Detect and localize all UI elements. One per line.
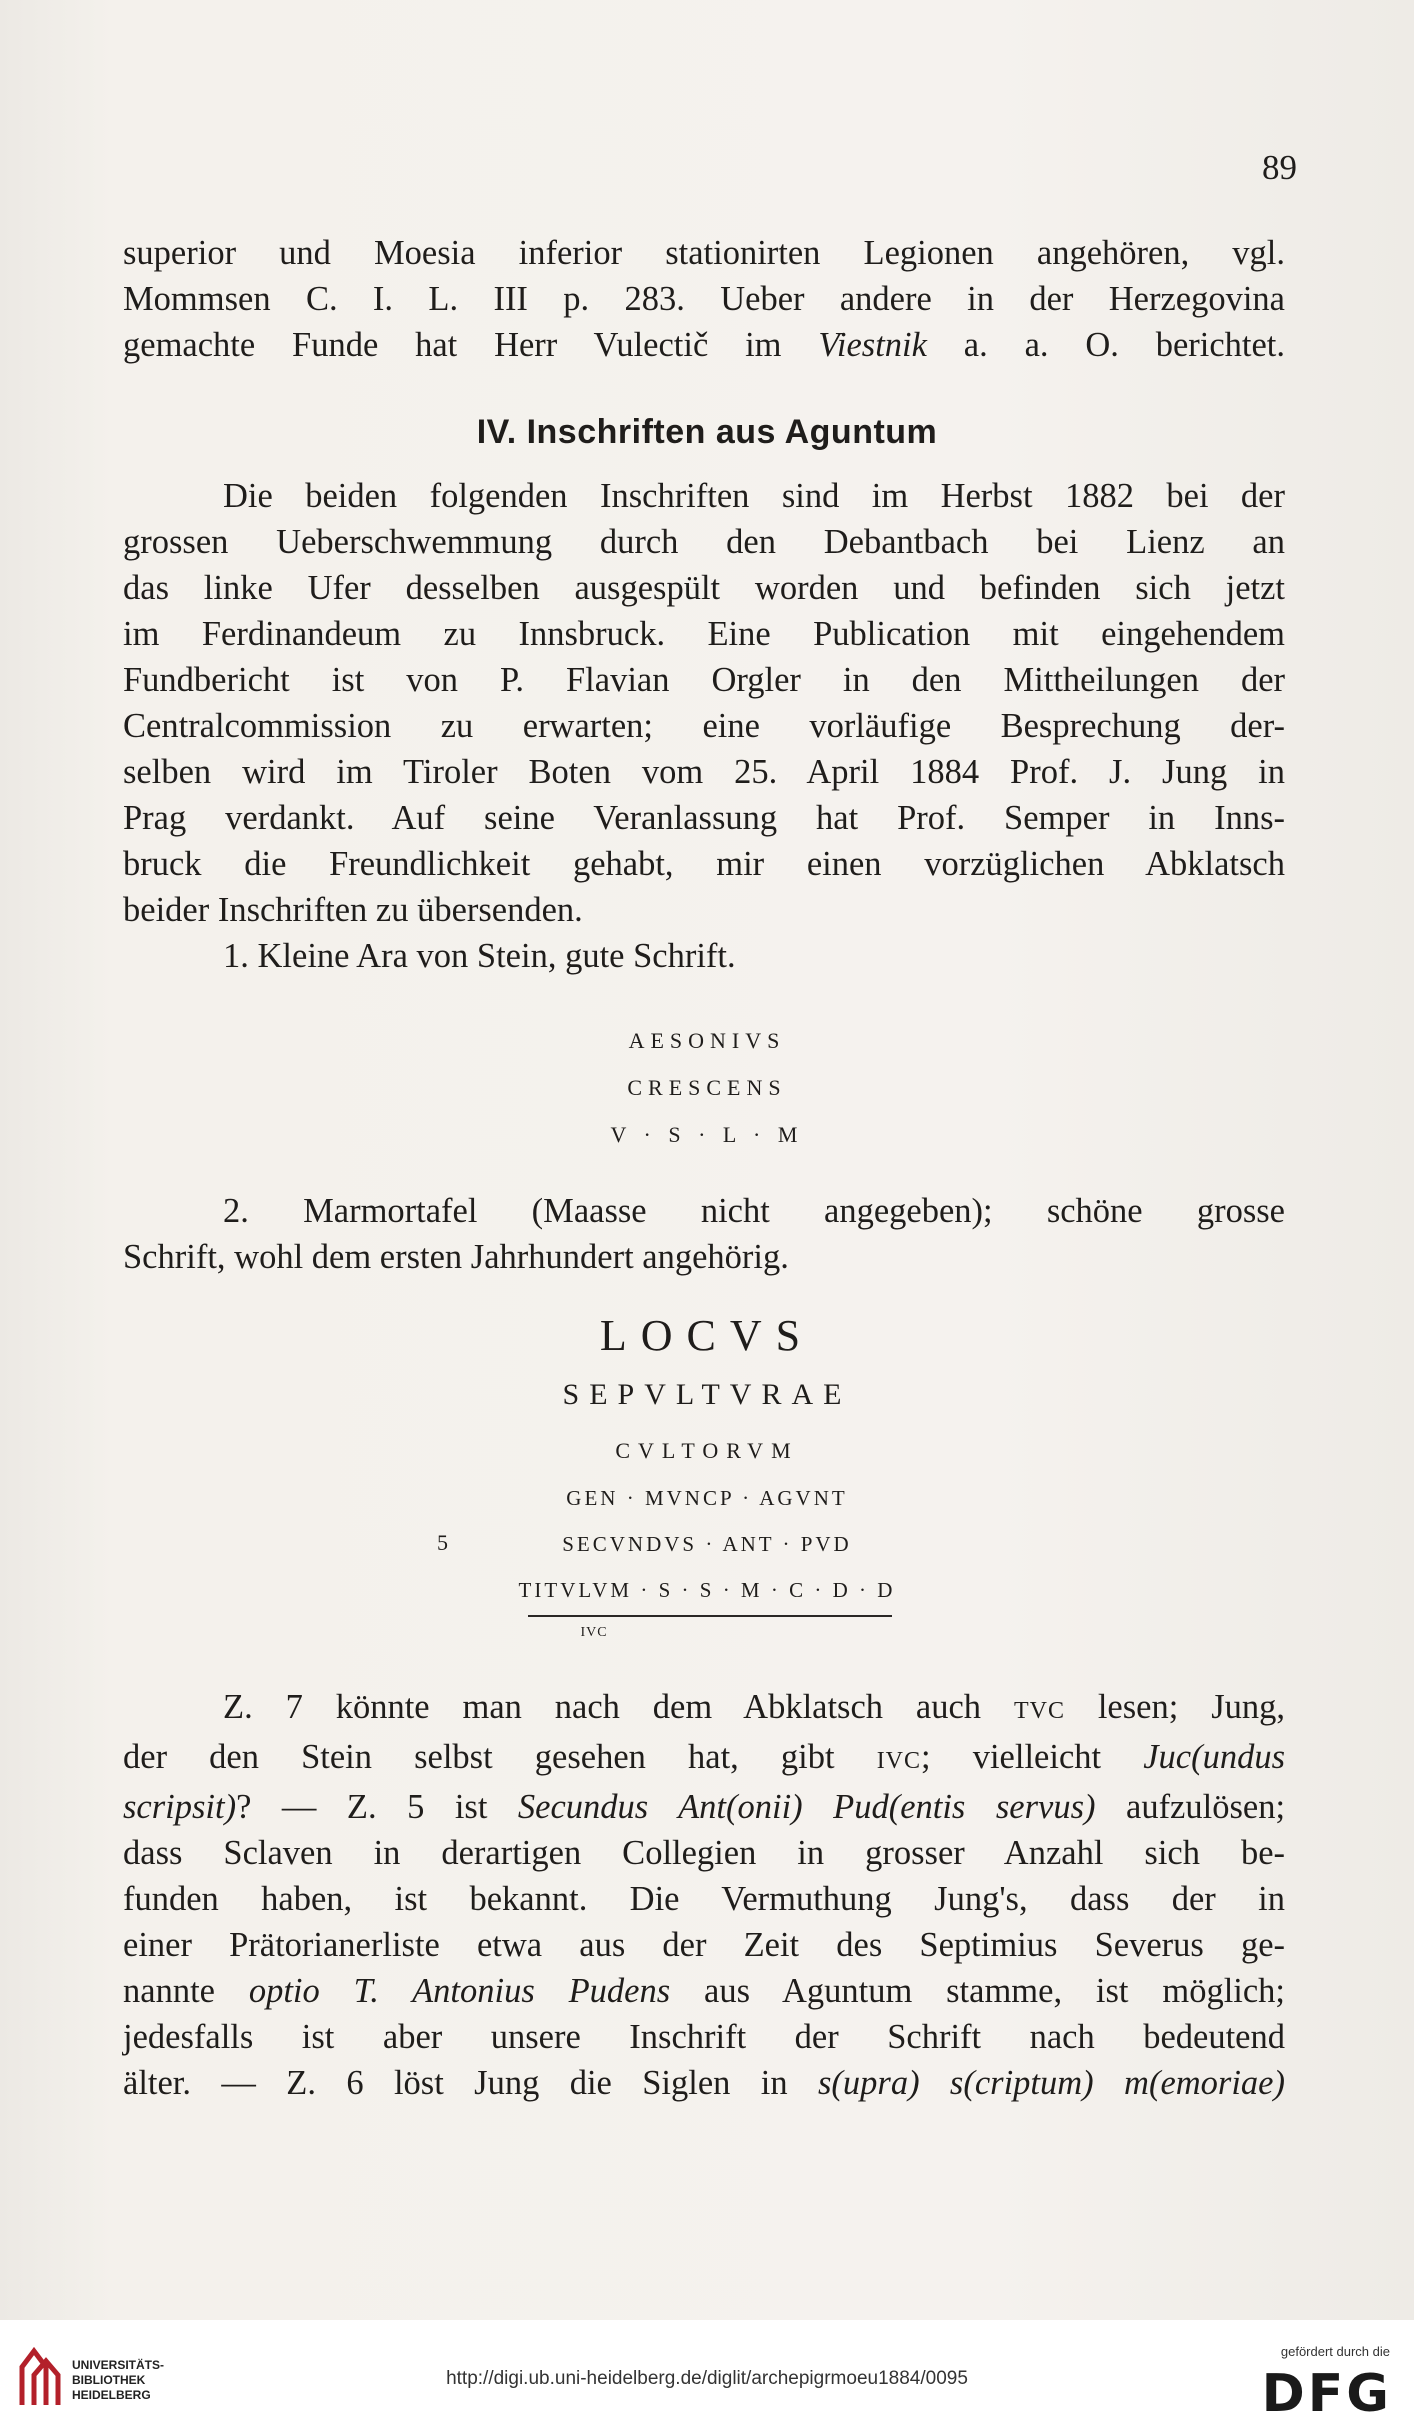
text-line: jedesfalls ist aber unsere Inschrift der Schrift nach bedeutend: [123, 2018, 1285, 2056]
text-line: Die beiden folgenden Inschriften sind im Herbst 1882 bei der: [223, 477, 1285, 515]
text-line: gemachte Funde hat Herr Vulectič im Viestnik a. a. O. berichtet.: [123, 326, 1286, 364]
university-name-line: UNIVERSITÄTS-: [72, 2358, 165, 2372]
text-line: der den Stein selbst gesehen hat, gibt IVC; vielleicht Juc(undus: [123, 1738, 1285, 1776]
text-line: Schrift, wohl dem ersten Jahrhundert angehörig.: [123, 1238, 789, 1276]
text-line: im Ferdinandeum zu Innsbruck. Eine Publication mit eingehendem: [123, 615, 1285, 653]
text-line: 2. Marmortafel (Maasse nicht angegeben); schöne grosse: [223, 1192, 1285, 1230]
text-line: das linke Ufer desselben ausgespült worden und befinden sich jetzt: [123, 569, 1285, 607]
paragraph-3: [123, 1684, 1285, 2106]
inscription-2-line-6: TITVLVM · S · S · M · C · D · D: [518, 1578, 896, 1602]
text-line: bruck die Freundlichkeit gehabt, mir einen vorzüglichen Abklatsch: [123, 845, 1285, 883]
funding-text: gefördert durch die: [1280, 2344, 1390, 2359]
university-name-line: HEIDELBERG: [72, 2388, 151, 2402]
footer-bar: [0, 2320, 1414, 2433]
text-line: Z. 7 könnte man nach dem Abklatsch auch TVC lesen; Jung,: [223, 1688, 1285, 1726]
inscription-line-number: 5: [437, 1530, 448, 1555]
university-name-line: BIBLIOTHEK: [72, 2373, 146, 2387]
text-line: funden haben, ist bekannt. Die Vermuthung Jung's, dass der in: [123, 1880, 1285, 1918]
text-line: Prag verdankt. Auf seine Veranlassung hat Prof. Semper in Inns-: [123, 799, 1285, 837]
text-line: Centralcommission zu erwarten; eine vorläufige Besprechung der-: [123, 707, 1285, 745]
page-number: 89: [1262, 148, 1297, 187]
inscription-2-line-5: SECVNDVS · ANT · PVD: [562, 1532, 852, 1556]
inscription-2-line-4: GEN · MVNCP · AGVNT: [566, 1486, 848, 1510]
dfg-logo: DFG: [1261, 2364, 1392, 2424]
paragraph-1: [123, 230, 1285, 368]
inscription-1-line-1: AESONIVS: [628, 1028, 786, 1053]
inscription-2-line-2: SEPVLTVRAE: [562, 1378, 852, 1411]
inscription-note: IVC: [580, 1625, 608, 1640]
inscription-2-line-1: LOCVS: [599, 1311, 815, 1360]
section-heading: IV. Inschriften aus Aguntum: [476, 413, 938, 451]
text-line: dass Sclaven in derartigen Collegien in grosser Anzahl sich be-: [123, 1834, 1285, 1872]
text-line: Mommsen C. I. L. III p. 283. Ueber andere in der Herzegovina: [123, 280, 1285, 318]
item-1-caption: 1. Kleine Ara von Stein, gute Schrift.: [223, 937, 736, 975]
text-line: beider Inschriften zu übersenden.: [123, 891, 583, 929]
inscription-1-line-3: V · S · L · M: [610, 1122, 804, 1147]
text-line: Fundbericht ist von P. Flavian Orgler in den Mittheilungen der: [123, 661, 1285, 699]
inscription-rule: [528, 1615, 892, 1617]
text-line: grossen Ueberschwemmung durch den Debantbach bei Lienz an: [123, 523, 1285, 561]
item-2-caption: [123, 1188, 1285, 1280]
paragraph-2: [123, 473, 1285, 979]
inscription-1-line-2: CRESCENS: [627, 1075, 787, 1100]
text-line: einer Prätorianerliste etwa aus der Zeit des Septimius Severus ge-: [123, 1926, 1285, 1964]
text-line: nannte optio T. Antonius Pudens aus Aguntum stamme, ist möglich;: [123, 1972, 1286, 2010]
text-line: selben wird im Tiroler Boten vom 25. April 1884 Prof. J. Jung in: [123, 753, 1285, 791]
text-line: superior und Moesia inferior stationirten Legionen angehören, vgl.: [123, 234, 1285, 272]
text-line: älter. — Z. 6 löst Jung die Siglen in s(upra) s(criptum) m(emoriae): [123, 2064, 1285, 2102]
inscription-2-line-3: CVLTORVM: [615, 1438, 799, 1463]
text-line: scripsit)? — Z. 5 ist Secundus Ant(onii) Pud(entis servus) aufzulösen;: [123, 1788, 1286, 1826]
source-url-link[interactable]: http://digi.ub.uni-heidelberg.de/diglit/archepigrmoeu1884/0095: [446, 2368, 968, 2389]
